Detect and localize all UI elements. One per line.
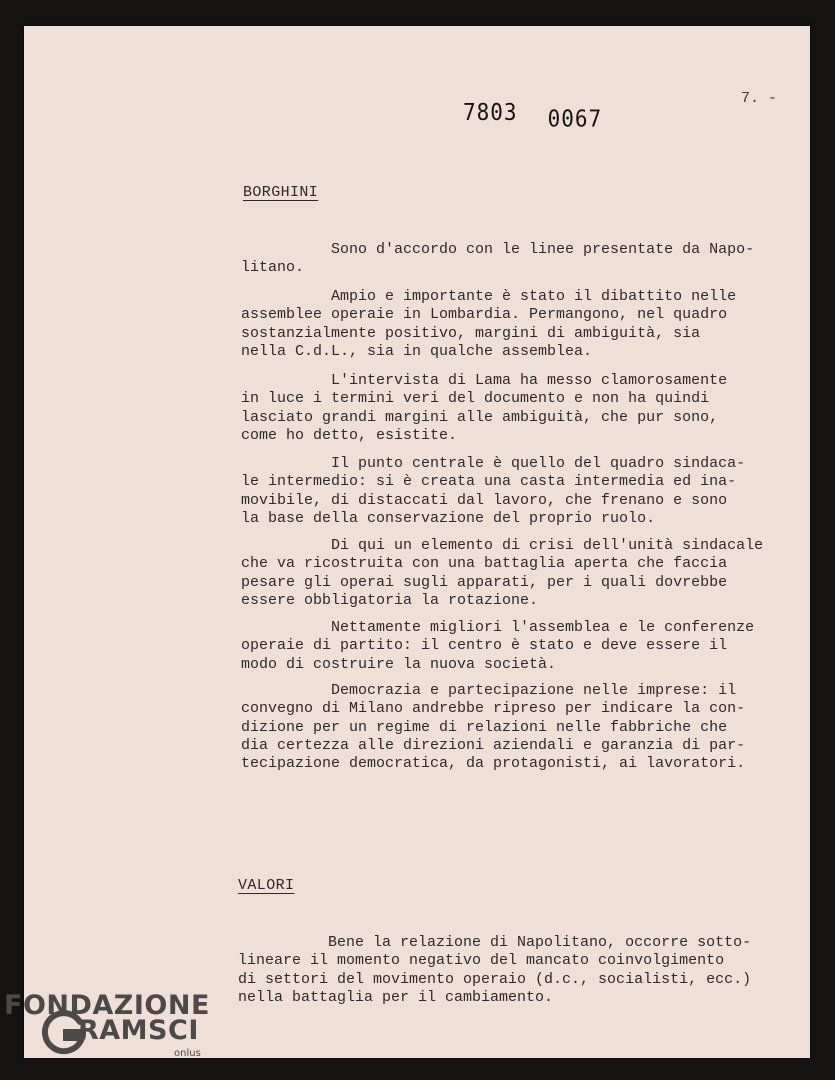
- paragraph: Nettamente migliori l'assemblea e le conferenze operaie di partito: il centro è stato e deve essere il modo di costruire la nuova società.: [241, 619, 755, 673]
- page-number: 7. -: [741, 90, 778, 107]
- paragraph: Sono d'accordo con le linee presentate da Napo- litano.: [241, 241, 755, 277]
- paragraph: Ampio e importante è stato il dibattito nelle assemblee operaie in Lombardia. Permangono, nel quadro sostanzialmente positivo, margini di ambiguità, sia nella C.d.L., sia in qualche assemblea.: [241, 288, 737, 360]
- speaker-heading-valori: VALORI: [238, 877, 295, 894]
- speaker-heading-borghini: BORGHINI: [243, 184, 319, 201]
- paragraph: L'intervista di Lama ha messo clamorosamente in luce i termini veri del documento e non ha quindi lasciato grandi margini alle ambiguità, che pur sono, come ho detto, esistite.: [241, 372, 728, 444]
- paragraph: Il punto centrale è quello del quadro sindaca- le intermedio: si è creata una casta intermedia ed ina- movibile, di distaccati dal lavoro, che frenano e sono la base della conservazione del proprio ruolo.: [241, 455, 746, 527]
- logo-subtitle: onlus: [174, 1048, 201, 1059]
- fondazione-gramsci-logo: [4, 990, 214, 1070]
- document-number-part-1: 7803: [463, 98, 518, 126]
- paragraph: Bene la relazione di Napolitano, occorre sotto- lineare il momento negativo del mancato coinvolgimento di settori del movimento operaio (d.c., socialisti, ecc.) nella battaglia per il cambiamento.: [238, 934, 752, 1006]
- document-number-part-2: 0067: [547, 105, 603, 133]
- logo-line-1: FONDAZIONE: [4, 990, 210, 1021]
- paragraph: Di qui un elemento di crisi dell'unità sindacale che va ricostruita con una battaglia aperta che faccia pesare gli operai sugli apparati, per i quali dovrebbe essere obbligatoria la rotazione.: [241, 537, 764, 609]
- document-number: [463, 98, 603, 133]
- logo-line-2: RAMSCI: [78, 1015, 199, 1046]
- paragraph: Democrazia e partecipazione nelle imprese: il convegno di Milano andrebbe ripreso per indicare la con- dizione per un regime di relazioni nelle fabbriche che dia certezza alle direzioni aziendali e garanzia di par- tecipazione democratica, da protagonisti, ai lavoratori.: [241, 682, 746, 773]
